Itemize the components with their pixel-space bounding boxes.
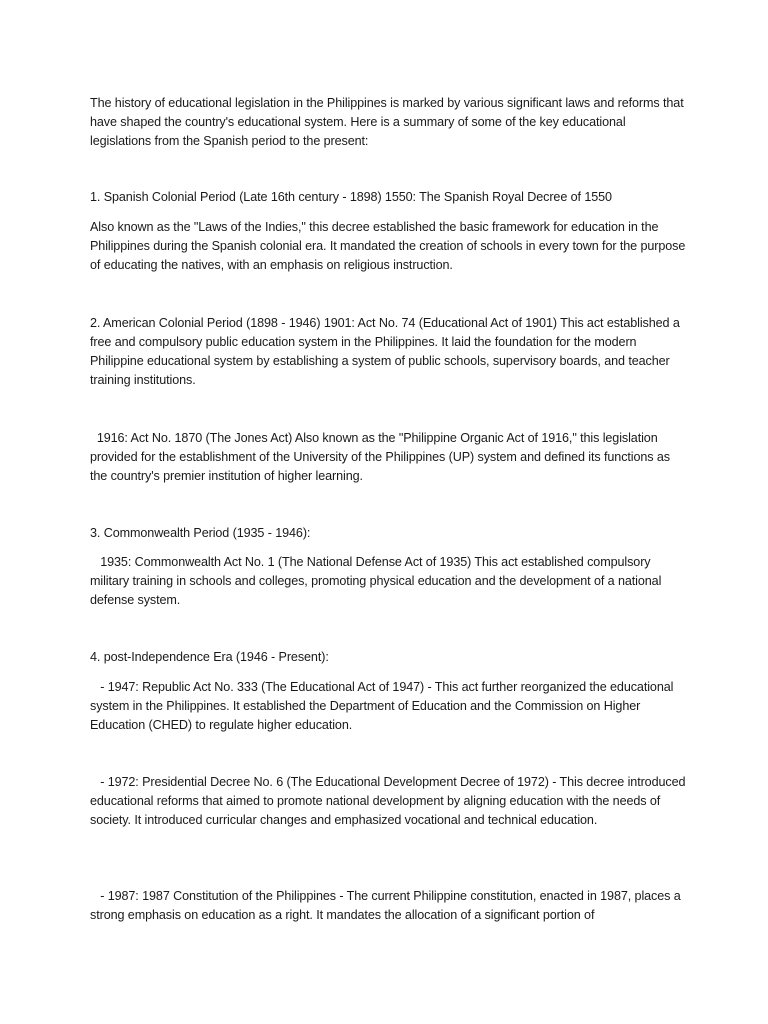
jones-act-paragraph: 1916: Act No. 1870 (The Jones Act) Also known as the "Philippine Organic Act of 1916," this legislation provided for the establishment of the University of the Philippines (UP) system and defined its functions as the country's premier institution of higher learning. [90,431,674,483]
intro-paragraph: The history of educational legislation in the Philippines is marked by various significant laws and reforms that have shaped the country's educational system. Here is a summary of some of the key educational legislations from the Spanish period to the present: [90,96,688,148]
constitution-1987-paragraph: - 1987: 1987 Constitution of the Philippines - The current Philippine constitution, enacted in 1987, places a strong emphasis on education as a right. It mandates the allocation of a significant portion of [90,889,685,922]
educational-act-1947-paragraph: - 1947: Republic Act No. 333 (The Educational Act of 1947) - This act further reorganized the educational system in the Philippines. It established the Department of Education and the Commission on Higher Education (CHED) to regulate higher education. [90,680,677,732]
american-period-paragraph: 2. American Colonial Period (1898 - 1946) 1901: Act No. 74 (Educational Act of 1901) This act established a free and compulsory public education system in the Philippines. It laid the foundation for the modern Philippine educational system by establishing a system of public schools, supervisory boards, and teacher training institutions. [90,316,684,387]
commonwealth-period-heading: 3. Commonwealth Period (1935 - 1946): [90,526,311,540]
post-independence-heading: 4. post-Independence Era (1946 - Present): [90,650,329,664]
spanish-period-heading: 1. Spanish Colonial Period (Late 16th century - 1898) 1550: The Spanish Royal Decree of 1550 [90,190,612,204]
presidential-decree-paragraph: - 1972: Presidential Decree No. 6 (The Educational Development Decree of 1972) - This decree introduced educational reforms that aimed to promote national development by aligning education with the needs of society. It introduced curricular changes and emphasized vocational and technical education. [90,775,689,827]
national-defense-act-paragraph: 1935: Commonwealth Act No. 1 (The National Defense Act of 1935) This act established compulsory military training in schools and colleges, promoting physical education and the development of a national defense system. [90,555,665,607]
spanish-decree-paragraph: Also known as the "Laws of the Indies," this decree established the basic framework for education in the Philippines during the Spanish colonial era. It mandated the creation of schools in every town for the purpose of educating the natives, with an emphasis on religious instruction. [90,220,689,272]
